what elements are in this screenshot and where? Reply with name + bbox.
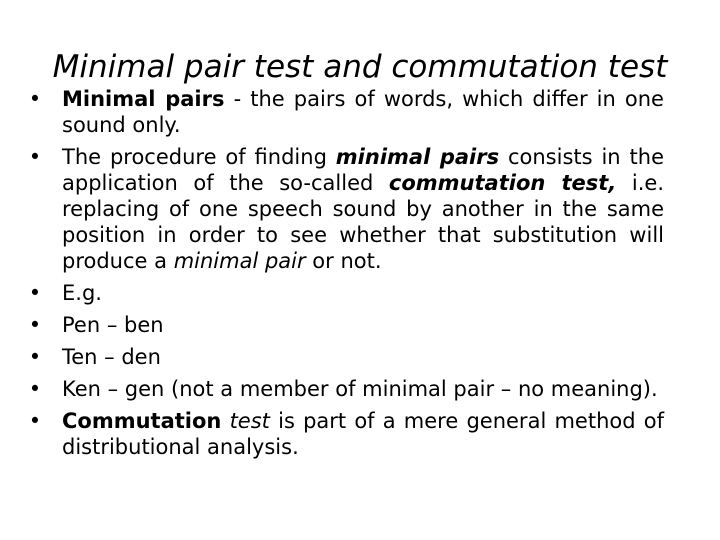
bullet-text-run: Ten – den	[62, 345, 161, 369]
bullet-text-run: test	[229, 409, 270, 433]
slide-title: Minimal pair test and commutation test	[52, 49, 668, 85]
bullet-text-run: or not.	[305, 249, 382, 273]
bullet-text-run: consists in the application of the so-called	[62, 145, 664, 195]
bullet-text-run: The procedure of finding	[62, 145, 336, 169]
bullet-icon: •	[28, 345, 42, 369]
bullet-text-run: Minimal pairs	[62, 87, 225, 111]
bullet-icon: •	[28, 145, 42, 169]
bullet-item	[28, 376, 664, 402]
bullet-text-run: Ken – gen (not a member of minimal pair – no meaning).	[62, 377, 658, 401]
bullet-item	[28, 86, 664, 138]
bullet-item	[28, 280, 664, 306]
bullet-item	[28, 408, 664, 460]
bullet-icon: •	[28, 313, 42, 337]
bullet-text-run: minimal pairs	[335, 145, 500, 169]
bullet-text-run: E.g.	[62, 281, 102, 305]
bullet-text-run: minimal pair	[173, 249, 306, 273]
bullet-text-run: commutation test,	[388, 171, 617, 195]
bullet-list	[28, 86, 664, 466]
bullet-text-run: is part of a mere general method of distributional analysis.	[62, 409, 664, 459]
bullet-text-run: - the pairs of words, which differ in one sound only.	[62, 87, 664, 137]
bullet-text-run: i.e. replacing of one speech sound by another in the same position in order to see whether that substitution will produce a	[62, 171, 664, 273]
bullet-text-run: Pen – ben	[62, 313, 164, 337]
bullet-icon: •	[28, 377, 42, 401]
bullet-item	[28, 344, 664, 370]
bullet-text-run: Commutation	[62, 409, 222, 433]
bullet-icon: •	[28, 281, 42, 305]
bullet-item	[28, 144, 664, 274]
bullet-icon: •	[28, 409, 42, 433]
bullet-icon: •	[28, 87, 42, 111]
bullet-text-run	[221, 409, 229, 433]
bullet-item	[28, 312, 664, 338]
